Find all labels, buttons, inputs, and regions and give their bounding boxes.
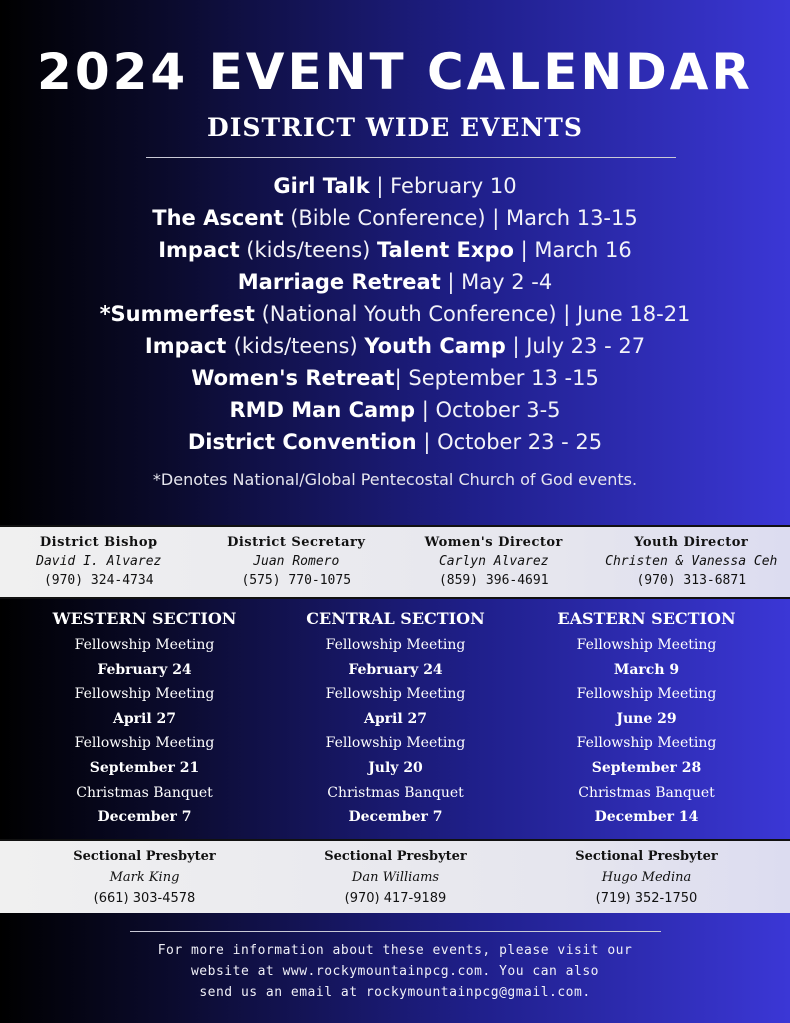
district-events-list	[0, 170, 790, 458]
event-item	[0, 426, 790, 458]
section-date: September 21	[89, 759, 200, 776]
section-event: Fellowship Meeting	[74, 735, 215, 752]
sectional-events	[0, 605, 790, 830]
event-detail: | October 3-5	[415, 398, 561, 422]
footer-line: website at www.rockymountainpcg.com. You can also	[190, 964, 599, 979]
event-name: Marriage Retreat	[237, 270, 441, 294]
event-item	[0, 202, 790, 234]
presbyter-phone: (970) 417-9189	[344, 891, 447, 906]
footer-info	[0, 940, 790, 1003]
section-event: Fellowship Meeting	[74, 637, 215, 653]
event-item	[0, 362, 790, 394]
eastern-section	[521, 605, 772, 830]
event-item	[0, 394, 790, 426]
contact-womens-director	[395, 527, 593, 597]
event-detail: | October 23 - 25	[416, 430, 603, 454]
event-item	[0, 330, 790, 362]
event-item	[0, 234, 790, 266]
event-name: The Ascent	[152, 206, 284, 230]
divider-bottom	[130, 931, 661, 932]
presbyter-name: Mark King	[109, 870, 180, 885]
footer-line: send us an email at rockymountainpcg@gmail.com.	[199, 985, 591, 1000]
contact-name: Carlyn Alvarez	[438, 554, 549, 569]
event-detail: | February 10	[369, 174, 517, 198]
event-item	[0, 170, 790, 202]
event-name: RMD Man Camp	[229, 398, 416, 422]
event-detail: (National Youth Conference) | June 18-21	[254, 302, 691, 326]
presbyter-eastern	[521, 841, 772, 913]
event-name: Women's Retreat	[191, 366, 395, 390]
presbyter-central	[270, 841, 521, 913]
presbyter-western	[19, 841, 270, 913]
contact-name: David I. Alvarez	[36, 554, 162, 569]
section-date: April 27	[112, 710, 177, 727]
footer-line: For more information about these events, please visit our	[157, 943, 633, 958]
contact-phone: (859) 396-4691	[438, 573, 549, 588]
section-date: December 7	[97, 809, 192, 826]
event-name: District Convention	[187, 430, 417, 454]
event-item	[0, 266, 790, 298]
event-date: | July 23 - 27	[505, 334, 646, 358]
section-date: March 9	[613, 661, 680, 678]
event-name-secondary: Youth Camp	[364, 334, 506, 358]
section-date: December 7	[348, 809, 443, 826]
event-name: Girl Talk	[273, 174, 370, 198]
contact-role: District Bishop	[39, 535, 158, 550]
section-heading: EASTERN SECTION	[557, 609, 736, 628]
section-event: Fellowship Meeting	[325, 735, 466, 752]
contact-district-secretary	[198, 527, 396, 597]
section-event: Fellowship Meeting	[576, 637, 717, 653]
western-section	[19, 605, 270, 830]
contact-phone: (970) 324-4734	[43, 573, 154, 588]
section-event: Fellowship Meeting	[576, 686, 717, 703]
section-event: Fellowship Meeting	[74, 686, 215, 703]
section-event: Christmas Banquet	[327, 784, 464, 801]
section-event: Fellowship Meeting	[325, 637, 466, 653]
section-event: Christmas Banquet	[578, 784, 715, 801]
contact-phone: (575) 770-1075	[241, 573, 352, 588]
section-date: April 27	[363, 710, 428, 727]
central-section	[270, 605, 521, 830]
presbyter-phone: (719) 352-1750	[595, 891, 698, 906]
page-subtitle: DISTRICT WIDE EVENTS	[207, 113, 583, 142]
section-date: February 24	[97, 661, 192, 678]
event-item	[0, 298, 790, 330]
contact-district-bishop	[0, 527, 198, 597]
presbyter-name: Hugo Medina	[601, 870, 692, 885]
section-heading: CENTRAL SECTION	[306, 609, 485, 628]
event-name: Impact	[144, 334, 234, 358]
section-date: February 24	[348, 661, 443, 678]
section-event: Christmas Banquet	[76, 784, 213, 801]
section-event: Fellowship Meeting	[325, 686, 466, 703]
event-detail: (Bible Conference) | March 13-15	[283, 206, 638, 230]
section-heading: WESTERN SECTION	[52, 609, 237, 628]
event-date: | March 16	[513, 238, 632, 262]
section-date: July 20	[368, 759, 423, 776]
contact-phone: (970) 313-6871	[636, 573, 747, 588]
district-contacts-band	[0, 525, 790, 599]
section-event: Fellowship Meeting	[576, 735, 717, 752]
contact-role: Youth Director	[634, 535, 749, 550]
section-date: June 29	[616, 710, 677, 727]
contact-youth-director	[593, 527, 790, 597]
national-events-note: *Denotes National/Global Pentecostal Church of God events.	[152, 470, 638, 489]
sectional-presbyters-band	[0, 839, 790, 913]
event-detail: | September 13 -15	[394, 366, 599, 390]
event-detail: (kids/teens)	[239, 238, 378, 262]
presbyter-role: Sectional Presbyter	[324, 849, 467, 864]
event-name: Impact	[158, 238, 240, 262]
event-detail: (kids/teens)	[233, 334, 365, 358]
section-date: September 28	[591, 759, 702, 776]
contact-role: Women's Director	[424, 535, 563, 550]
contact-name: Juan Romero	[253, 554, 340, 569]
presbyter-name: Dan Williams	[351, 870, 440, 885]
divider-top	[146, 157, 676, 158]
presbyter-role: Sectional Presbyter	[73, 849, 216, 864]
presbyter-phone: (661) 303-4578	[93, 891, 196, 906]
event-name-secondary: Talent Expo	[377, 238, 514, 262]
contact-name: Christen & Vanessa Ceh	[605, 554, 778, 569]
event-detail: | May 2 -4	[440, 270, 553, 294]
section-date: December 14	[594, 809, 699, 826]
contact-role: District Secretary	[227, 535, 366, 550]
presbyter-role: Sectional Presbyter	[575, 849, 718, 864]
page-title: 2024 EVENT CALENDAR	[37, 43, 753, 101]
event-name: *Summerfest	[99, 302, 255, 326]
